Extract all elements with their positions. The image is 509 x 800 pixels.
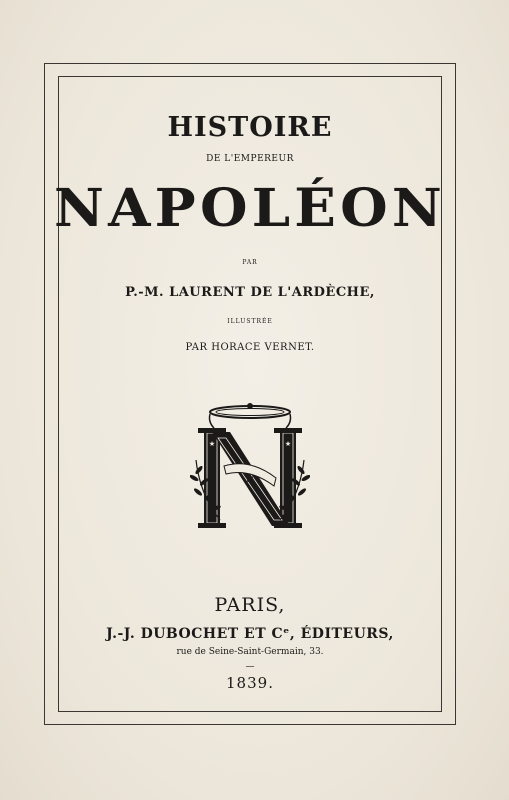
author-name: P.-M. LAURENT DE L'ARDÈCHE, xyxy=(125,285,375,300)
separator-dash: — xyxy=(245,662,255,672)
svg-text:★: ★ xyxy=(208,440,216,448)
city-paris: PARIS, xyxy=(214,594,286,616)
par-label: PAR xyxy=(242,259,258,266)
title-napoleon: NAPOLÉON xyxy=(54,178,446,239)
illustree-label: ILLUSTRÉE xyxy=(227,318,273,325)
napoleonic-n-laurel-crown-emblem-icon xyxy=(190,400,310,532)
emblem-letter: N xyxy=(245,474,255,485)
subtitle-de-lempereur: DE L'EMPEREUR xyxy=(206,154,294,164)
svg-text:★: ★ xyxy=(284,440,292,448)
inner-border-frame xyxy=(58,76,442,712)
publication-year: 1839. xyxy=(226,674,274,692)
publisher-address: rue de Seine-Saint-Germain, 33. xyxy=(176,647,324,657)
illustrator-name: PAR HORACE VERNET. xyxy=(185,342,315,353)
publisher-name: J.-J. DUBOCHET ET Cᵉ, ÉDITEURS, xyxy=(106,626,394,642)
title-histoire: HISTOIRE xyxy=(167,112,333,143)
